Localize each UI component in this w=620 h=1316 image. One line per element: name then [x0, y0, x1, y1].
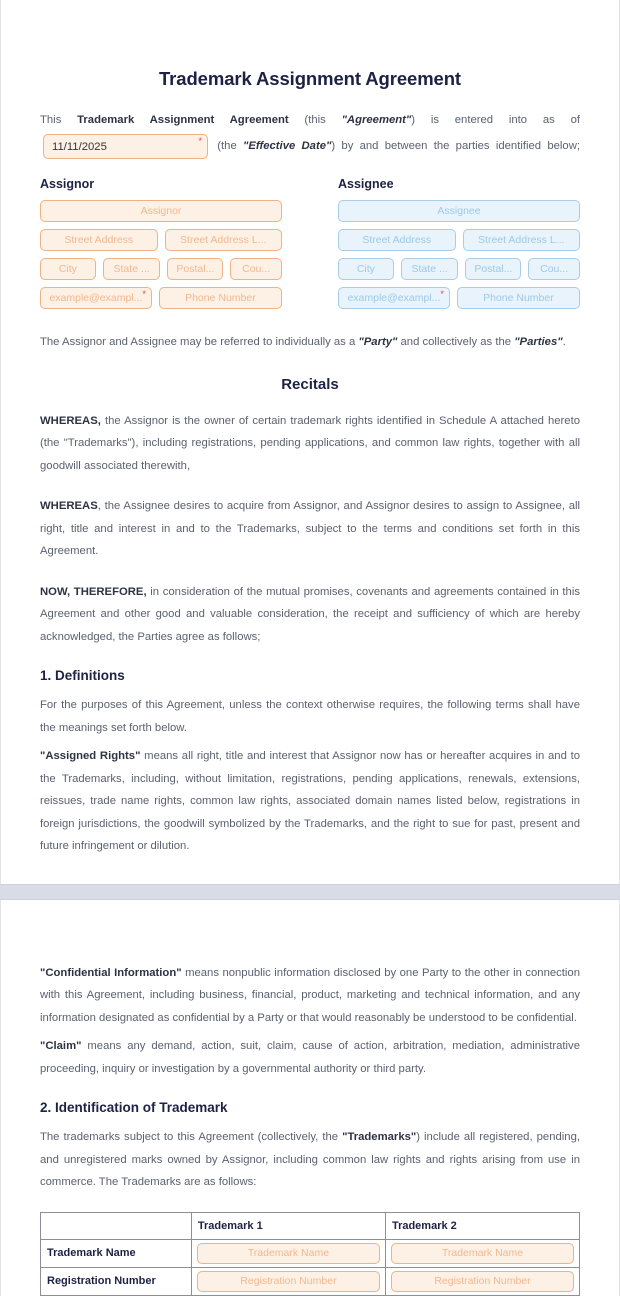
- required-asterisk-icon: *: [440, 289, 444, 299]
- assignee-column: [338, 177, 580, 309]
- assignor-city-placeholder: City: [58, 263, 77, 275]
- assignor-postal-input[interactable]: [167, 258, 223, 280]
- assignee-country-placeholder: Cou...: [540, 263, 569, 275]
- trademark-2-registration-input[interactable]: [391, 1271, 574, 1292]
- assignee-name-input[interactable]: [338, 200, 580, 222]
- assigned-rights-term: "Assigned Rights": [40, 750, 141, 762]
- intro-text-after-date: (the: [211, 140, 244, 152]
- intro-text-after-title: (this: [288, 114, 342, 126]
- assignor-phone-placeholder: Phone Number: [185, 292, 256, 304]
- party-term: "Party": [358, 336, 398, 348]
- assignor-name-placeholder: Assignor: [140, 205, 182, 217]
- assignee-street-address-2-input[interactable]: [463, 229, 581, 251]
- assignor-country-placeholder: Cou...: [242, 263, 271, 275]
- assignee-postal-placeholder: Postal...: [474, 263, 513, 275]
- whereas-1-text: the Assignor is the owner of certain trademark rights identified in Schedule A attached hereto (the "Trademarks"), including registrations, pending applications, and common law rights, together with all goodwill associated therewith,: [40, 414, 580, 472]
- assignor-column: [40, 177, 282, 309]
- trademark-1-registration-input[interactable]: [197, 1271, 380, 1292]
- definitions-intro-paragraph: For the purposes of this Agreement, unless the context otherwise requires, the following terms shall have the meanings set forth below.: [40, 699, 580, 734]
- assignee-label: Assignee: [338, 177, 394, 191]
- page-title: Trademark Assignment Agreement: [158, 68, 461, 89]
- assignee-country-input[interactable]: [528, 258, 580, 280]
- assignee-name-placeholder: Assignee: [437, 205, 481, 217]
- assignor-street-row: [40, 229, 282, 251]
- whereas-1-paragraph: [40, 410, 580, 478]
- trademark-1-name-input[interactable]: [197, 1243, 380, 1264]
- whereas-2-paragraph: [40, 495, 580, 563]
- intro-text-before: This: [40, 114, 78, 126]
- claim-text: means any demand, action, suit, claim, cause of action, arbitration, mediation, administrative proceeding, inquiry or investigation by a governmental authority or third party.: [40, 1040, 580, 1075]
- assignor-street-address-placeholder: Street Address: [64, 234, 134, 246]
- effective-date-value: 11/11/2025: [52, 140, 107, 153]
- assignee-phone-input[interactable]: [457, 287, 580, 309]
- assignor-street-address-2-input[interactable]: [165, 229, 283, 251]
- assignor-name-row: [40, 200, 282, 222]
- trademark-2-name-placeholder: Trademark Name: [441, 1246, 524, 1259]
- table-column-header-1: Trademark 1: [191, 1212, 385, 1239]
- table-row-label-registration-number: Registration Number: [41, 1267, 192, 1295]
- whereas-2-label: WHEREAS: [40, 500, 98, 512]
- assignee-state-input[interactable]: [401, 258, 459, 280]
- table-row-label-trademark-name: Trademark Name: [41, 1239, 192, 1267]
- assignor-street-address-input[interactable]: [40, 229, 158, 251]
- party-def-text-1: The Assignor and Assignee may be referred to individually as a: [40, 336, 359, 348]
- confidential-information-text: means nonpublic information disclosed by one Party to the other in connection with this Agreement, including business, financial, product, marketing and technical information, and any information designated as confidential by a Party or that would reasonably be understood to be confidential.: [40, 966, 581, 1024]
- page-break-divider: [0, 884, 620, 900]
- assignor-label: Assignor: [40, 177, 95, 191]
- recitals-heading: Recitals: [281, 375, 339, 393]
- party-def-text-2: and collectively as the: [397, 336, 515, 348]
- assignee-locality-row: [338, 258, 580, 280]
- intro-agreement-title: Trademark Assignment Agreement: [77, 114, 289, 126]
- assignee-phone-placeholder: Phone Number: [483, 292, 554, 304]
- parties-term: "Parties": [514, 336, 563, 348]
- trademark-table: [40, 1212, 580, 1296]
- assignee-email-placeholder: example@exampl...: [347, 292, 441, 304]
- assignee-street-row: [338, 229, 580, 251]
- trademark-2-registration-placeholder: Registration Number: [434, 1274, 531, 1287]
- intro-agreement-term: "Agreement": [341, 114, 412, 126]
- assignor-name-input[interactable]: [40, 200, 282, 222]
- table-cell: [385, 1267, 579, 1295]
- parties-section: [40, 177, 580, 309]
- identification-heading: 2. Identification of Trademark: [40, 1100, 228, 1115]
- assignee-contact-row: [338, 287, 580, 309]
- trademark-1-registration-placeholder: Registration Number: [240, 1274, 337, 1287]
- assignee-postal-input[interactable]: [465, 258, 521, 280]
- intro-paragraph: [40, 107, 580, 159]
- table-cell: [385, 1239, 579, 1267]
- effective-date-input[interactable]: [43, 134, 208, 159]
- assignor-contact-row: [40, 287, 282, 309]
- assignor-city-input[interactable]: [40, 258, 96, 280]
- assignor-state-input[interactable]: [103, 258, 161, 280]
- trademarks-term: "Trademarks": [342, 1131, 417, 1143]
- whereas-2-text: , the Assignee desires to acquire from Assignor, and Assignor desires to assign to Assignee, all right, title and interest in and to the Trademarks, subject to the terms and conditions set forth in this Agreement.: [40, 500, 580, 557]
- assignee-email-input[interactable]: [338, 287, 450, 309]
- party-definition-paragraph: [40, 331, 580, 354]
- assignor-email-input[interactable]: [40, 287, 152, 309]
- definitions-heading: 1. Definitions: [40, 668, 125, 683]
- table-row: [41, 1239, 580, 1267]
- effective-date-term: "Effective Date": [243, 140, 332, 152]
- assigned-rights-text: means all right, title and interest that Assignor now has or hereafter acquires in and to the Trademarks, including, without limitation, registrations, pending applications, renewals, extensions, reissues, trade name rights, common law rights, associated domain names listed below, registrations in foreign jurisdictions, the goodwill symbolized by the Trademarks, and the right to sue for past, present and future infringement or dilution.: [40, 750, 580, 852]
- table-column-header-2: Trademark 2: [385, 1212, 579, 1239]
- required-asterisk-icon: *: [198, 135, 202, 146]
- table-header-row: [41, 1212, 580, 1239]
- assignee-street-address-2-placeholder: Street Address L...: [478, 234, 565, 246]
- claim-paragraph: [40, 1035, 580, 1080]
- assignee-name-row: [338, 200, 580, 222]
- assignee-city-input[interactable]: [338, 258, 394, 280]
- table-row: [41, 1267, 580, 1295]
- identification-paragraph: [40, 1126, 580, 1194]
- assignor-postal-placeholder: Postal...: [176, 263, 215, 275]
- assignee-state-placeholder: State ...: [411, 263, 448, 275]
- party-def-text-3: .: [562, 336, 566, 348]
- assignee-street-address-input[interactable]: [338, 229, 456, 251]
- now-therefore-paragraph: [40, 581, 580, 649]
- required-asterisk-icon: *: [142, 289, 146, 299]
- now-therefore-text: in consideration of the mutual promises, covenants and agreements contained in this Agreement and other good and valuable consideration, the receipt and sufficiency of which are hereby acknowledged, the Parties agree as follows;: [40, 585, 580, 643]
- trademark-2-name-input[interactable]: [391, 1243, 574, 1264]
- assignor-state-placeholder: State ...: [113, 263, 150, 275]
- now-therefore-label: NOW, THEREFORE,: [40, 585, 147, 598]
- assignor-email-placeholder: example@exampl...: [49, 292, 143, 304]
- confidential-information-paragraph: [40, 962, 580, 1030]
- assignor-country-input[interactable]: [230, 258, 282, 280]
- table-cell: [191, 1267, 385, 1295]
- document-page-2: [0, 900, 620, 1296]
- assignee-city-placeholder: City: [356, 263, 375, 275]
- intro-text-after-term: ) is entered into as of: [411, 114, 580, 126]
- assignee-street-address-placeholder: Street Address: [362, 234, 432, 246]
- assignor-street-address-2-placeholder: Street Address L...: [180, 234, 267, 246]
- claim-term: "Claim": [40, 1040, 82, 1052]
- assignor-locality-row: [40, 258, 282, 280]
- intro-text-tail: ) by and between the parties identified below;: [331, 140, 580, 152]
- identification-text-after: ) include all registered, pending, and unregistered marks owned by Assignor, including common law rights and rights arising from use in commerce. The Trademarks are as follows:: [40, 1131, 580, 1188]
- table-corner-cell: [41, 1212, 192, 1239]
- table-cell: [191, 1239, 385, 1267]
- identification-text-before: The trademarks subject to this Agreement (collectively, the: [40, 1131, 343, 1143]
- confidential-information-term: "Confidential Information": [40, 966, 182, 979]
- assigned-rights-paragraph: [40, 745, 580, 858]
- trademark-1-name-placeholder: Trademark Name: [247, 1246, 330, 1259]
- whereas-1-label: WHEREAS,: [40, 414, 101, 427]
- assignor-phone-input[interactable]: [159, 287, 282, 309]
